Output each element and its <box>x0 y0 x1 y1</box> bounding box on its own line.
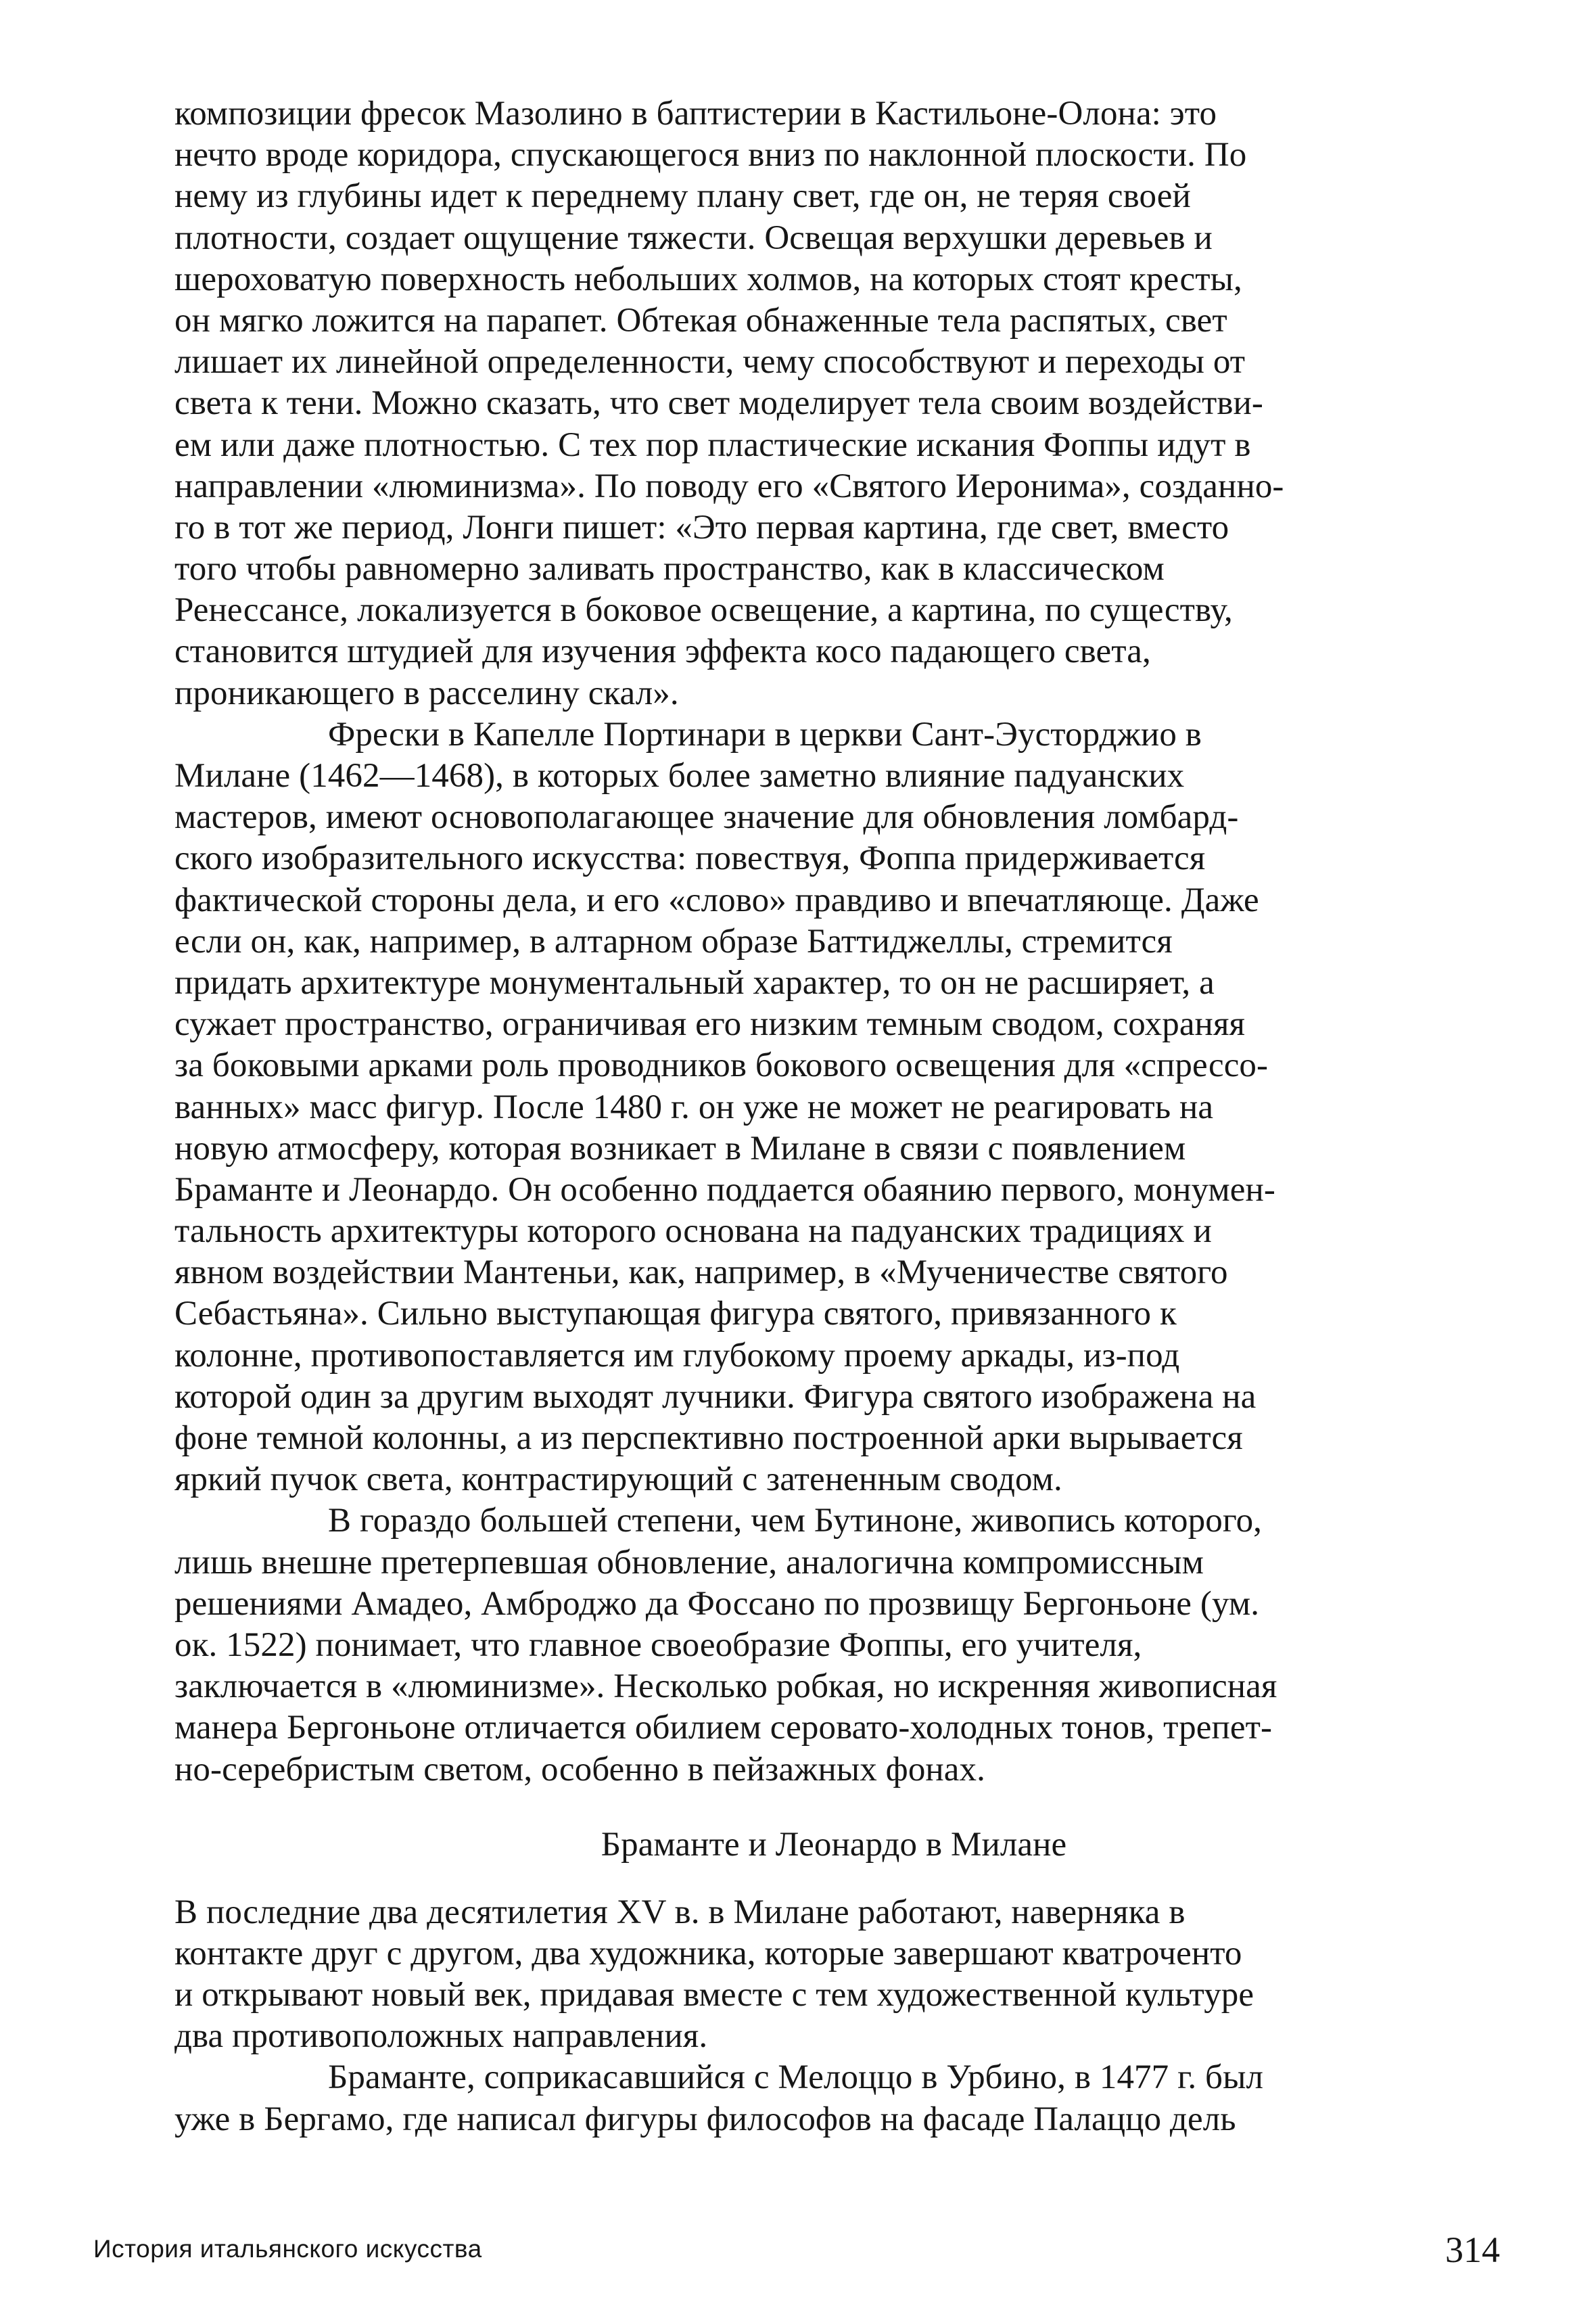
text-line: В последние два десятилетия XV в. в Милане работают, наверняка в <box>174 1893 1186 1931</box>
text-line: решениями Амадео, Амброджо да Фоссано по прозвищу Бергоньоне (ум. <box>174 1584 1260 1623</box>
text-line: нему из глубины идет к переднему плану свет, где он, не теряя своей <box>174 177 1191 216</box>
text-line: придать архитектуре монументальный характер, то он не расширяет, а <box>174 963 1215 1002</box>
text-line: го в тот же период, Лонги пишет: «Это первая картина, где свет, вместо <box>174 508 1229 547</box>
text-line: Браманте и Леонардо. Он особенно поддается обаянию первого, монумен- <box>174 1170 1276 1209</box>
text-line: Ренессансе, локализуется в боковое освещение, а картина, по существу, <box>174 591 1233 630</box>
text-line: манера Бергоньоне отличается обилием серовато-холодных тонов, трепет- <box>174 1709 1273 1747</box>
text-line: два противоположных направления. <box>174 2017 708 2056</box>
text-line: Милане (1462—1468), в которых более заметно влияние падуанских <box>174 757 1185 795</box>
text-line: направлении «люминизма». По поводу его «Святого Иеронима», созданно- <box>174 467 1284 505</box>
text-line: ванных» масс фигур. После 1480 г. он уже не может не реагировать на <box>174 1088 1214 1126</box>
text-line: композиции фресок Мазолино в баптистерии в Кастильоне-Олона: это <box>174 95 1217 133</box>
text-line: если он, как, например, в алтарном образе Баттиджеллы, стремится <box>174 922 1173 961</box>
section-heading-block <box>174 1791 1493 1892</box>
text-line: яркий пучок света, контрастирующий с затененным сводом. <box>174 1460 1062 1499</box>
text-line: Браманте, соприкасавшийся с Мелоццо в Урбино, в 1477 г. был <box>328 2058 1264 2097</box>
section-heading: Браманте и Леонардо в Милане <box>601 1825 1067 1864</box>
text-line: ского изобразительного искусства: повествуя, Фоппа придерживается <box>174 839 1206 878</box>
text-line: ем или даже плотностью. С тех пор пластические искания Фоппы идут в <box>174 425 1251 464</box>
text-line: заключается в «люминизме». Несколько робкая, но искренняя живописная <box>174 1667 1277 1706</box>
text-line: нечто вроде коридора, спускающегося вниз по наклонной плоскости. По <box>174 136 1247 175</box>
text-line: колонне, противопоставляется им глубокому проему аркады, из-под <box>174 1336 1180 1375</box>
text-line: тальность архитектуры которого основана на падуанских традициях и <box>174 1212 1212 1251</box>
text-line: и открывают новый век, придавая вместе с тем художественной культуре <box>174 1976 1254 2014</box>
text-line: света к тени. Можно сказать, что свет моделирует тела своим воздействи- <box>174 384 1263 423</box>
text-line: фоне темной колонны, а из перспективно построенной арки вырывается <box>174 1419 1243 1457</box>
text-line: которой один за другим выходят лучники. Фигура святого изображена на <box>174 1377 1257 1416</box>
text-line: но-серебристым светом, особенно в пейзажных фонах. <box>174 1750 985 1788</box>
paragraph-2 <box>174 714 1493 1501</box>
text-line: плотности, создает ощущение тяжести. Освещая верхушки деревьев и <box>174 218 1213 257</box>
text-line: проникающего в расселину скал». <box>174 674 679 712</box>
text-line: сужает пространство, ограничивая его низким темным сводом, сохраняя <box>174 1005 1246 1044</box>
text-line: новую атмосферу, которая возникает в Милане в связи с появлением <box>174 1129 1186 1168</box>
paragraph-1 <box>174 93 1493 714</box>
paragraph-3 <box>174 1500 1493 1790</box>
text-line: мастеров, имеют основополагающее значение для обновления ломбард- <box>174 798 1239 837</box>
text-line: ок. 1522) понимает, что главное своеобразие Фоппы, его учителя, <box>174 1625 1142 1664</box>
main-text <box>174 93 1493 2140</box>
text-line: уже в Бергамо, где написал фигуры философов на фасаде Палаццо дель <box>174 2100 1236 2138</box>
text-line: шероховатую поверхность небольших холмов, на которых стоят кресты, <box>174 260 1242 298</box>
text-line: он мягко ложится на парапет. Обтекая обнаженные тела распятых, свет <box>174 301 1227 340</box>
text-line: того чтобы равномерно заливать пространство, как в классическом <box>174 550 1165 588</box>
text-line: лишает их линейной определенности, чему способствуют и переходы от <box>174 343 1246 382</box>
paragraph-5 <box>174 2057 1493 2140</box>
text-line: явном воздействии Мантеньи, как, например, в «Мученичестве святого <box>174 1253 1228 1292</box>
text-line: становится штудией для изучения эффекта косо падающего света, <box>174 632 1151 671</box>
text-line: В гораздо большей степени, чем Бутиноне, живопись которого, <box>328 1502 1263 1540</box>
text-line: за боковыми арками роль проводников бокового освещения для «спрессо- <box>174 1046 1269 1085</box>
page-number: 314 <box>1445 2230 1500 2270</box>
text-line: фактической стороны дела, и его «слово» правдиво и впечатляюще. Даже <box>174 881 1259 919</box>
paragraph-4 <box>174 1892 1493 2058</box>
book-title: История итальянского искусства <box>93 2235 482 2263</box>
text-line: лишь внешне претерпевшая обновление, аналогична компромиссным <box>174 1543 1204 1582</box>
text-line: Себастьяна». Сильно выступающая фигура святого, привязанного к <box>174 1295 1177 1333</box>
page-footer <box>93 2230 1500 2274</box>
text-line: Фрески в Капелле Портинари в церкви Сант-Эусторджио в <box>328 715 1202 754</box>
section-body <box>174 1892 1493 2140</box>
text-line: контакте друг с другом, два художника, которые завершают кватроченто <box>174 1934 1242 1972</box>
